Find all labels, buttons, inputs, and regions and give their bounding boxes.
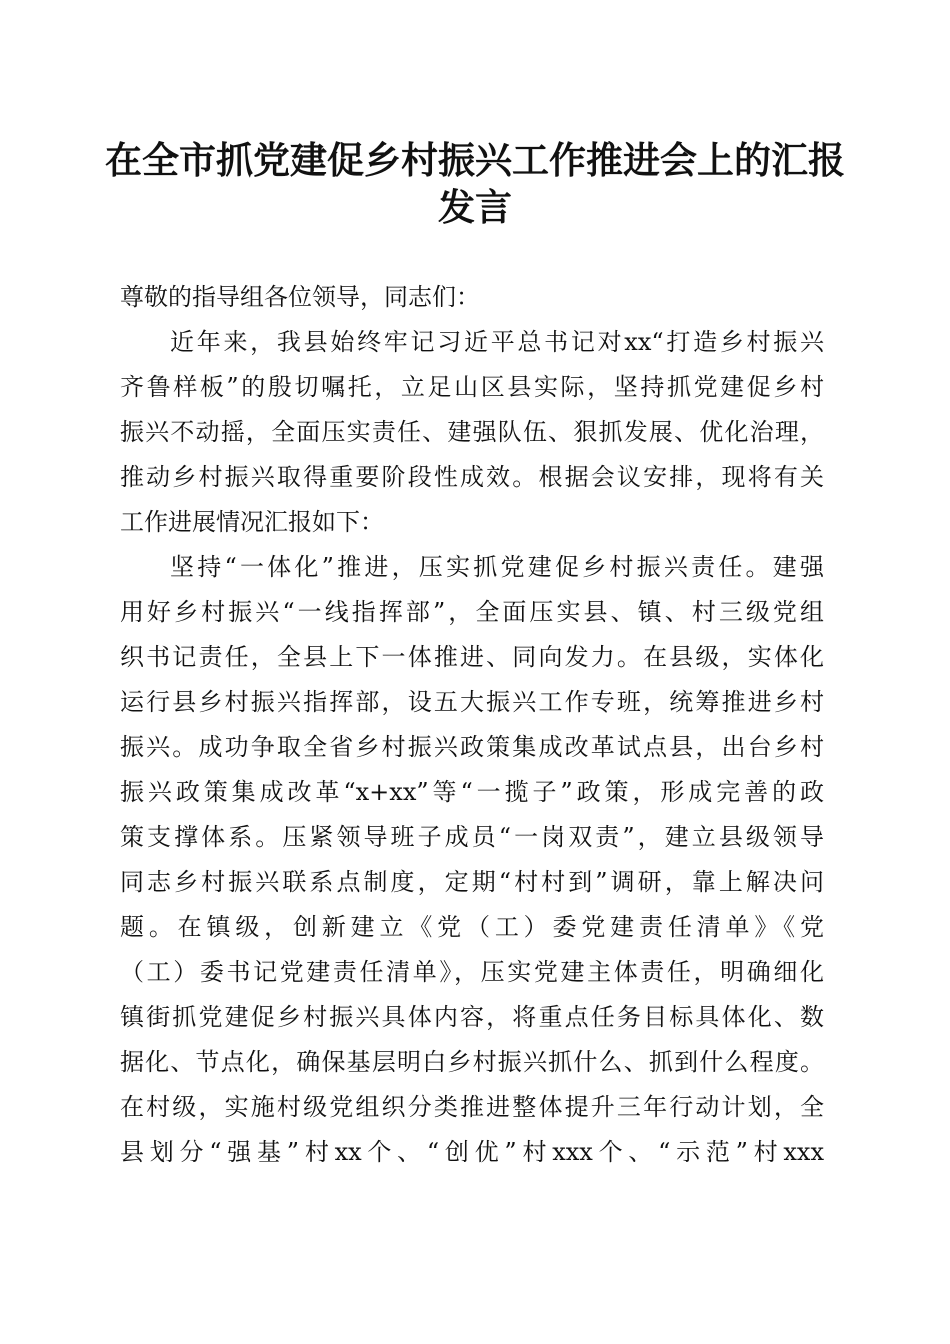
greeting: 尊敬的指导组各位领导，同志们： xyxy=(120,283,480,311)
paragraph-line: 织书记责任，全县上下一体推进、同向发力。在县级，实体化 xyxy=(120,643,824,671)
paragraph-line: （工）委书记党建责任清单》，压实党建主体责任，明确细化 xyxy=(120,958,824,986)
paragraph-line: 用好乡村振兴“一线指挥部”，全面压实县、镇、村三级党组 xyxy=(120,598,824,626)
paragraph-intro xyxy=(120,320,824,545)
paragraph-line: 同志乡村振兴联系点制度，定期“村村到”调研，靠上解决问 xyxy=(120,868,824,896)
paragraph-line: 据化、节点化，确保基层明白乡村振兴抓什么、抓到什么程度。 xyxy=(120,1048,824,1076)
paragraph-integration xyxy=(120,545,824,1175)
paragraph-line: 坚持“一体化”推进，压实抓党建促乡村振兴责任。建强 xyxy=(170,553,824,581)
paragraph-line: 运行县乡村振兴指挥部，设五大振兴工作专班，统筹推进乡村 xyxy=(120,688,824,716)
document-body xyxy=(120,275,824,1175)
paragraph-line: 镇街抓党建促乡村振兴具体内容，将重点任务目标具体化、数 xyxy=(120,1003,824,1031)
paragraph-line: 工作进展情况汇报如下： xyxy=(120,508,384,536)
document-title-line-1: 在全市抓党建促乡村振兴工作推进会上的汇报 xyxy=(105,138,845,182)
paragraph-line: 齐鲁样板”的殷切嘱托，立足山区县实际，坚持抓党建促乡村 xyxy=(120,373,824,401)
paragraph-line: 推动乡村振兴取得重要阶段性成效。根据会议安排，现将有关 xyxy=(120,463,824,491)
paragraph-line: 近年来，我县始终牢记习近平总书记对xx“打造乡村振兴 xyxy=(170,328,824,356)
paragraph-line: 策支撑体系。压紧领导班子成员“一岗双责”，建立县级领导 xyxy=(120,823,824,851)
paragraph-line: 振兴。成功争取全省乡村振兴政策集成改革试点县，出台乡村 xyxy=(120,733,824,761)
paragraph-line: 在村级，实施村级党组织分类推进整体提升三年行动计划，全 xyxy=(120,1093,824,1121)
paragraph-line: 题。在镇级，创新建立《党（工）委党建责任清单》《党 xyxy=(120,913,824,941)
paragraph-line: 振兴政策集成改革“x+xx”等“一揽子”政策，形成完善的政 xyxy=(120,778,824,806)
paragraph-line: 县划分“强基”村xx个、“创优”村xxx个、“示范”村xxx xyxy=(120,1138,824,1166)
document-title-line-2: 发言 xyxy=(438,185,512,229)
paragraph-line: 振兴不动摇，全面压实责任、建强队伍、狠抓发展、优化治理， xyxy=(120,418,824,446)
